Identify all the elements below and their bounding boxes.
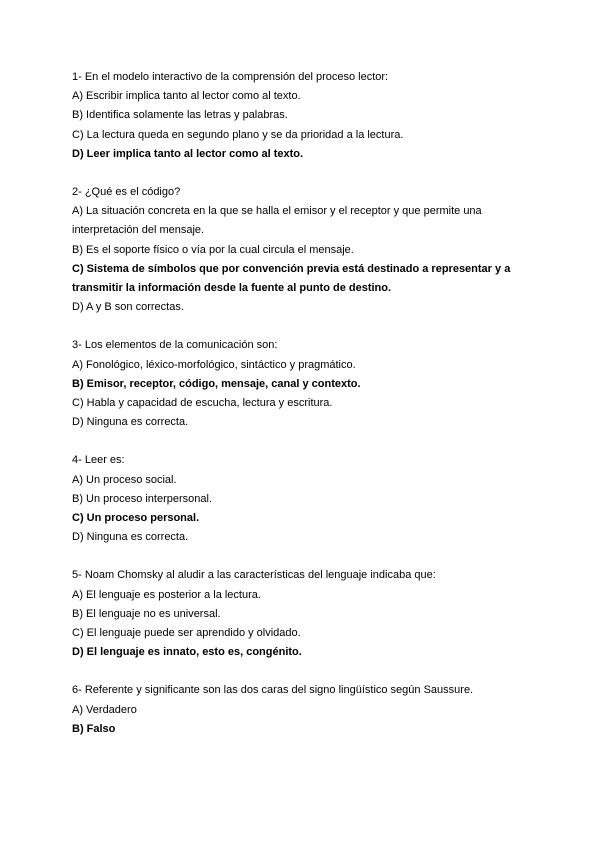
question-stem: 6- Referente y significante son las dos caras del signo lingüístico según Saussure. [72, 684, 474, 697]
answer-option: C) La lectura queda en segundo plano y se da prioridad a la lectura. [72, 128, 404, 141]
answer-option: B) Un proceso interpersonal. [72, 492, 213, 505]
question-stem: 5- Noam Chomsky al aludir a las características del lenguaje indicaba que: [72, 569, 436, 582]
answer-option: D) Ninguna es correcta. [72, 416, 189, 429]
answer-option: A) La situación concreta en la que se halla el emisor y el receptor y que permite una interpretación del mensaje. [72, 205, 482, 237]
question-stem: 2- ¿Qué es el código? [72, 186, 181, 199]
question-6 [72, 681, 542, 739]
answer-option-correct: D) El lenguaje es innato, esto es, congénito. [72, 646, 302, 659]
answer-option-correct: C) Un proceso personal. [72, 512, 200, 525]
question-4 [72, 451, 542, 547]
quiz-content [72, 68, 542, 758]
answer-option: A) Verdadero [72, 703, 137, 716]
question-stem: 3- Los elementos de la comunicación son: [72, 339, 278, 352]
question-5 [72, 566, 542, 662]
answer-option: C) El lenguaje puede ser aprendido y olvidado. [72, 627, 301, 640]
answer-option: C) Habla y capacidad de escucha, lectura y escritura. [72, 397, 333, 410]
answer-option: A) Fonológico, léxico-morfológico, sintáctico y pragmático. [72, 358, 356, 371]
question-2 [72, 183, 542, 317]
question-1 [72, 68, 542, 164]
answer-option-correct: B) Emisor, receptor, código, mensaje, canal y contexto. [72, 377, 361, 390]
answer-option: D) Ninguna es correcta. [72, 531, 189, 544]
answer-option: A) El lenguaje es posterior a la lectura. [72, 588, 261, 601]
question-stem: 1- En el modelo interactivo de la comprensión del proceso lector: [72, 71, 389, 83]
answer-option: B) El lenguaje no es universal. [72, 607, 221, 620]
answer-option: A) Escribir implica tanto al lector como al texto. [72, 90, 301, 103]
answer-option-correct: D) Leer implica tanto al lector como al texto. [72, 147, 304, 160]
answer-option: B) Es el soporte físico o vía por la cual circula el mensaje. [72, 243, 354, 256]
answer-option: A) Un proceso social. [72, 473, 177, 486]
answer-option: B) Identifica solamente las letras y palabras. [72, 109, 288, 122]
question-stem: 4- Leer es: [72, 454, 125, 467]
answer-option-correct: B) Falso [72, 722, 116, 735]
question-3 [72, 336, 542, 432]
answer-option-correct: C) Sistema de símbolos que por convención previa está destinado a representar y a transmitir la información desde la fuente al punto de destino. [72, 262, 511, 295]
answer-option: D) A y B son correctas. [72, 301, 184, 314]
